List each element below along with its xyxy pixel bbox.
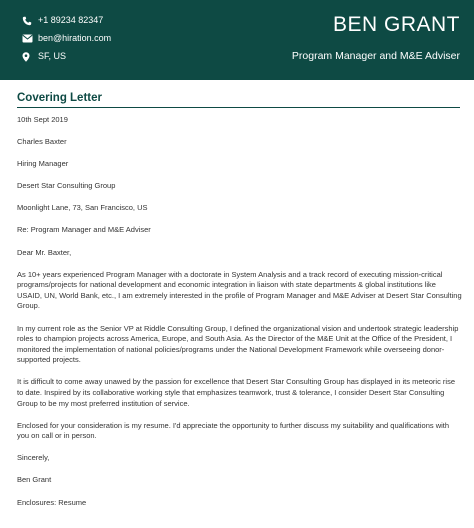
- recipient-address: Moonlight Lane, 73, San Francisco, US: [17, 203, 148, 213]
- letter-enclosures: Enclosures: Resume: [17, 497, 87, 507]
- letter-subject: Re: Program Manager and M&E Adviser: [17, 225, 151, 235]
- letter-paragraph-2: In my current role as the Senior VP at Riddle Consulting Group, I defined the organizational vision and undertook strategic leadership roles to champion projects across America, Europe, and South Asia. As the Director of the M&E Unit at the Office of the President, I monitored the implementation of national policies/programs under the National Development Framework while overseeing donor-supported projects.: [17, 323, 459, 365]
- recipient-name: Charles Baxter: [17, 137, 67, 147]
- letter-signature: Ben Grant: [17, 475, 52, 485]
- phone-text: +1 89234 82347: [38, 15, 104, 25]
- candidate-name: BEN GRANT: [332, 13, 460, 36]
- contact-email: [22, 33, 111, 44]
- letter-date: 10th Sept 2019: [17, 115, 68, 124]
- letter-paragraph-3: It is difficult to come away unawed by the passion for excellence that Desert Star Consulting Group has displayed in its meteoric rise to date. Inspired by its collaborative working style that emphasizes teamwork, trust & tolerance, I consider Desert Star Consulting Group to be my most preferred institution of service.: [17, 377, 455, 408]
- letter-paragraph-1: As 10+ years experienced Program Manager with a doctorate in System Analysis and a track record of executing mission-critical programs/projects for national development and economic integration in liaison with state departments & global institutions like USAID, UN, World Bank, etc., I am extremely interested in the profile of Program Manager and M&E Adviser at Desert Star Consulting Group.: [17, 269, 462, 311]
- contact-phone: [22, 15, 103, 26]
- recipient-company: Desert Star Consulting Group: [17, 181, 116, 191]
- letter-closing: Sincerely,: [17, 453, 50, 463]
- candidate-role: Program Manager and M&E Adviser: [291, 50, 460, 62]
- location-text: SF, US: [38, 51, 67, 61]
- contact-location: [22, 51, 66, 62]
- recipient-title: Hiring Manager: [17, 159, 69, 169]
- section-divider: [17, 107, 460, 108]
- letter-salutation: Dear Mr. Baxter,: [17, 247, 72, 257]
- header-banner: [0, 0, 474, 80]
- email-text[interactable]: ben@hiration.com: [38, 33, 112, 43]
- letter-paragraph-4: Enclosed for your consideration is my resume. I'd appreciate the opportunity to further discuss my suitability and qualifications with you on call or in person.: [17, 420, 450, 441]
- letter-body: [17, 115, 463, 520]
- phone-icon: [22, 16, 34, 26]
- location-icon: [22, 52, 34, 62]
- section-title: Covering Letter: [17, 92, 102, 104]
- email-icon: [22, 34, 34, 44]
